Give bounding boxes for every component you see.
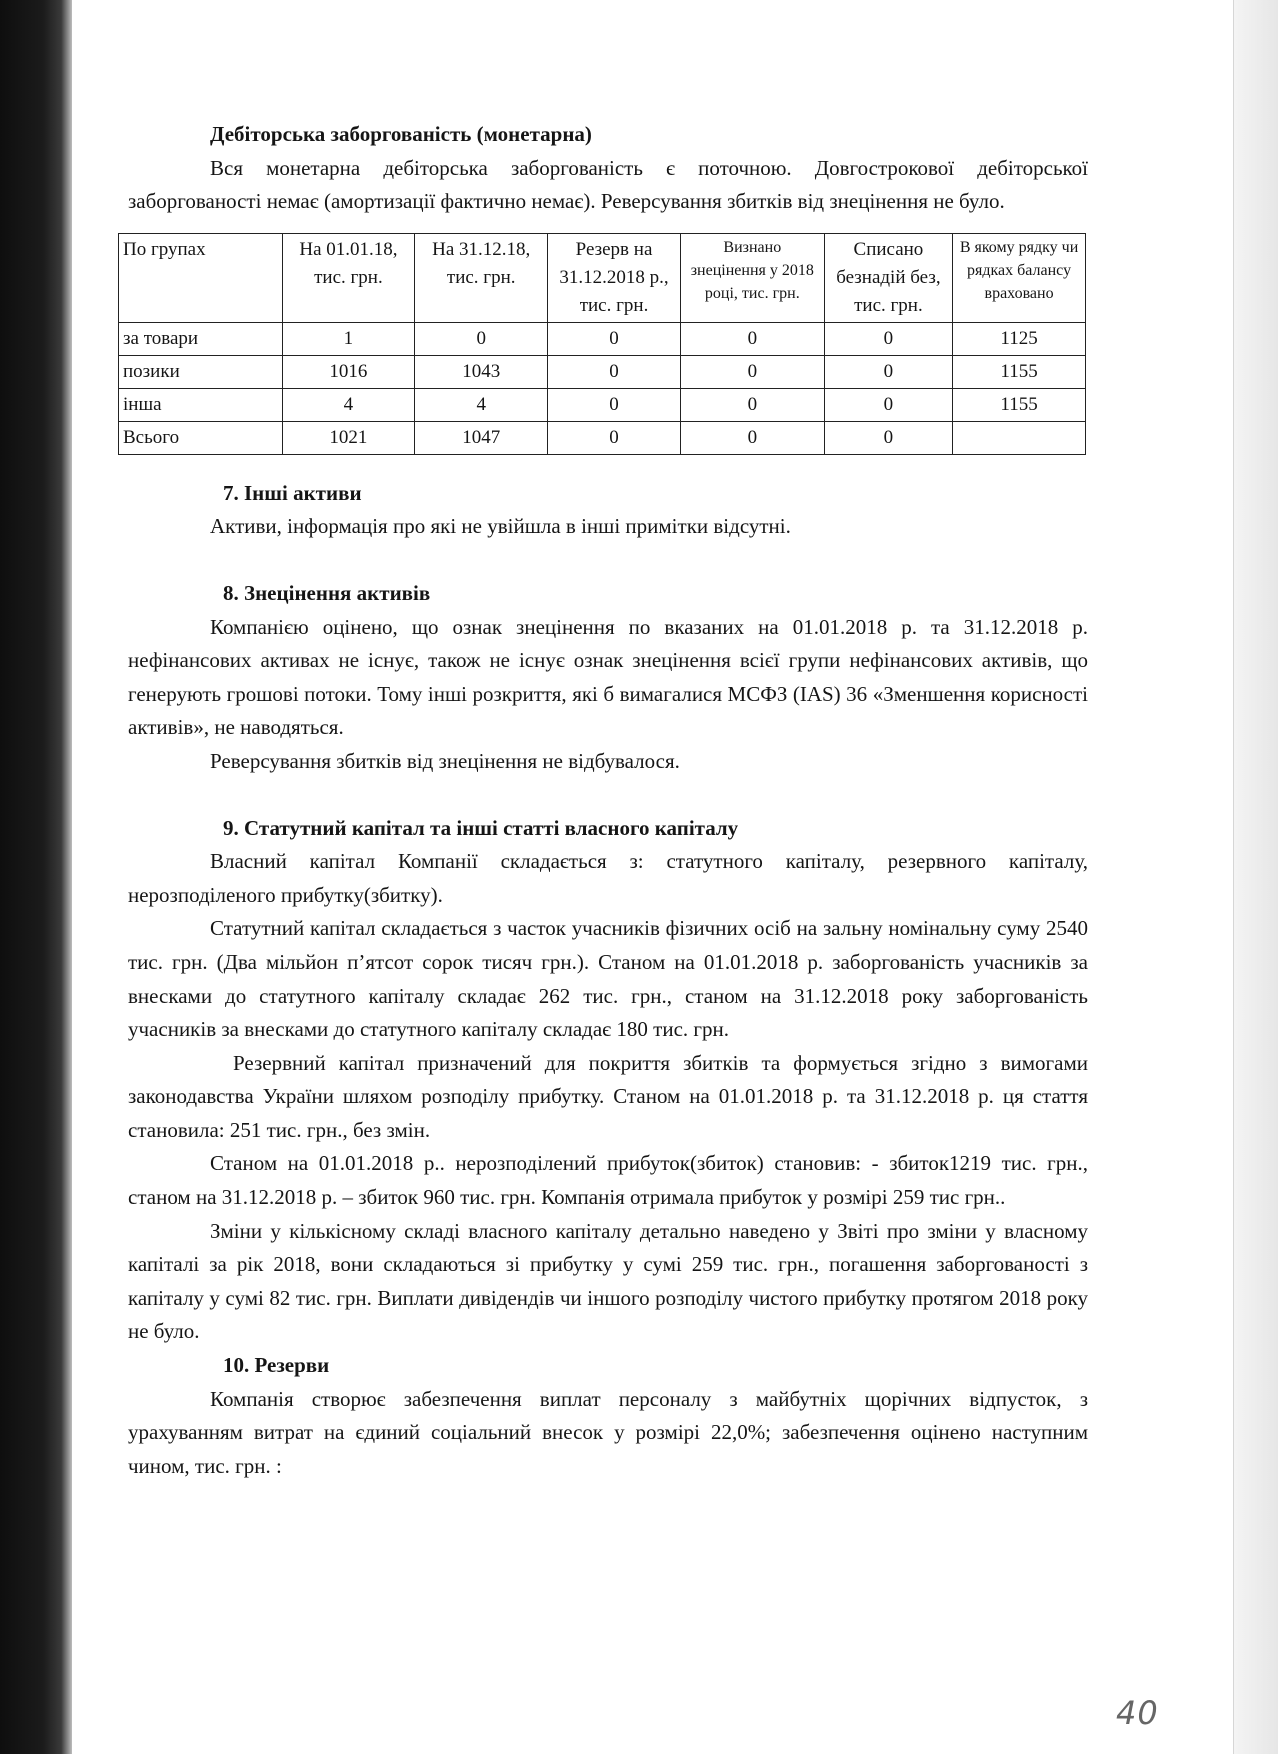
cell-group: інша xyxy=(119,388,283,421)
section10-paragraph: Компанія створює забезпечення виплат персоналу з майбутніх щорічних відпусток, з урахуванням витрат на єдиний соціальний внесок у розмірі 22,0%; забезпечення оцінено наступним чином, тис. грн. : xyxy=(128,1386,1088,1478)
receivables-heading: Дебіторська заборгованість (монетарна) xyxy=(210,122,592,146)
cell-closing: 0 xyxy=(415,322,548,355)
header-balance-line: В якому рядку чи рядках балансу враховано xyxy=(953,233,1086,322)
scan-edge-right xyxy=(1233,0,1278,1754)
cell-closing: 4 xyxy=(415,388,548,421)
header-impairment: Визнано знецінення у 2018 році, тис. грн. xyxy=(680,233,824,322)
cell-balance-line: 1155 xyxy=(953,388,1086,421)
table-row-total xyxy=(119,421,1086,454)
cell-impairment: 0 xyxy=(680,322,824,355)
document-page xyxy=(123,118,1088,1483)
cell-opening: 4 xyxy=(282,388,415,421)
section7-heading: 7. Інші активи xyxy=(223,480,362,505)
table-row xyxy=(119,388,1086,421)
cell-reserve: 0 xyxy=(548,355,681,388)
header-closing: На 31.12.18, тис. грн. xyxy=(415,233,548,322)
header-reserve: Резерв на 31.12.2018 р., тис. грн. xyxy=(548,233,681,322)
cell-balance-line: 1155 xyxy=(953,355,1086,388)
section8-paragraph-1: Компанією оцінено, що ознак знецінення по вказаних на 01.01.2018 р. та 31.12.2018 р. нефінансових активах не існує, також не існує ознак знецінення всієї групи нефінансових активів, що генерують грошові потоки. Тому інші розкриття, які б вимагалися МСФЗ (IAS) 36 «Зменшення корисності активів», не наводяться. xyxy=(128,614,1088,740)
cell-opening: 1 xyxy=(282,322,415,355)
receivables-table xyxy=(118,233,1086,455)
cell-written-off: 0 xyxy=(824,388,952,421)
table-row xyxy=(119,355,1086,388)
section9-heading: 9. Статутний капітал та інші статті власного капіталу xyxy=(223,815,739,840)
scan-shadow-left xyxy=(0,0,72,1754)
cell-written-off: 0 xyxy=(824,421,952,454)
spacer xyxy=(128,544,1088,577)
cell-impairment: 0 xyxy=(680,421,824,454)
cell-group: позики xyxy=(119,355,283,388)
cell-balance-line xyxy=(953,421,1086,454)
cell-reserve: 0 xyxy=(548,322,681,355)
cell-opening: 1021 xyxy=(282,421,415,454)
section9-paragraph-4: Станом на 01.01.2018 р.. нерозподілений прибуток(збиток) становив: - збиток1219 тис. грн., станом на 31.12.2018 р. – збиток 960 тис. грн. Компанія отримала прибуток у розмірі 259 тис грн.. xyxy=(128,1151,1088,1210)
spacer xyxy=(128,779,1088,812)
handwritten-page-number: 40 xyxy=(1116,1694,1159,1732)
cell-closing: 1047 xyxy=(415,421,548,454)
section9-paragraph-2: Статутний капітал складається з часток учасників фізичних осіб на зальну номінальну суму 2540 тис. грн. (Два мільйон п’ятсот сорок тисяч грн.). Станом на 01.01.2018 р. заборгованість учасників за внесками до статутного капіталу складає 262 тис. грн., станом на 31.12.2018 року заборгованість учасників за внесками до статутного капіталу складає 180 тис. грн. xyxy=(128,916,1088,1042)
table-header-row xyxy=(119,233,1086,322)
cell-opening: 1016 xyxy=(282,355,415,388)
cell-closing: 1043 xyxy=(415,355,548,388)
section8-paragraph-2: Реверсування збитків від знецінення не відбувалося. xyxy=(210,748,680,773)
cell-impairment: 0 xyxy=(680,355,824,388)
header-groups: По групах xyxy=(119,233,283,322)
cell-reserve: 0 xyxy=(548,388,681,421)
section9-paragraph-5: Зміни у кількісному складі власного капіталу детально наведено у Звіті про зміни у власному капіталі за рік 2018, вони складаються зі прибутку у сумі 259 тис. грн., погашення заборгованості з капіталу у сумі 82 тис. грн. Виплати дивідендів чи іншого розподілу чистого прибутку протягом 2018 року не було. xyxy=(128,1218,1088,1344)
table-row xyxy=(119,322,1086,355)
cell-written-off: 0 xyxy=(824,322,952,355)
section9-paragraph-3: Резервний капітал призначений для покриття збитків та формується згідно з вимогами законодавства України шляхом розподілу прибутку. Станом на 01.01.2018 р. та 31.12.2018 р. ця стаття становила: 251 тис. грн., без змін. xyxy=(128,1050,1088,1142)
header-written-off: Списано безнадій без, тис. грн. xyxy=(824,233,952,322)
receivables-paragraph: Вся монетарна дебіторська заборгованість є поточною. Довгострокової дебіторської заборгованості немає (амортизації фактично немає). Реверсування збитків від знецінення не було. xyxy=(128,155,1088,214)
cell-group: за товари xyxy=(119,322,283,355)
cell-impairment: 0 xyxy=(680,388,824,421)
cell-balance-line: 1125 xyxy=(953,322,1086,355)
cell-group: Всього xyxy=(119,421,283,454)
section9-paragraph-1: Власний капітал Компанії складається з: статутного капіталу, резервного капіталу, нерозподіленого прибутку(збитку). xyxy=(128,849,1088,907)
cell-reserve: 0 xyxy=(548,421,681,454)
section10-heading: 10. Резерви xyxy=(223,1353,330,1378)
section7-paragraph: Активи, інформація про які не увійшла в інші примітки відсутні. xyxy=(210,514,791,539)
header-opening: На 01.01.18, тис. грн. xyxy=(282,233,415,322)
cell-written-off: 0 xyxy=(824,355,952,388)
section8-heading: 8. Знецінення активів xyxy=(223,580,431,605)
